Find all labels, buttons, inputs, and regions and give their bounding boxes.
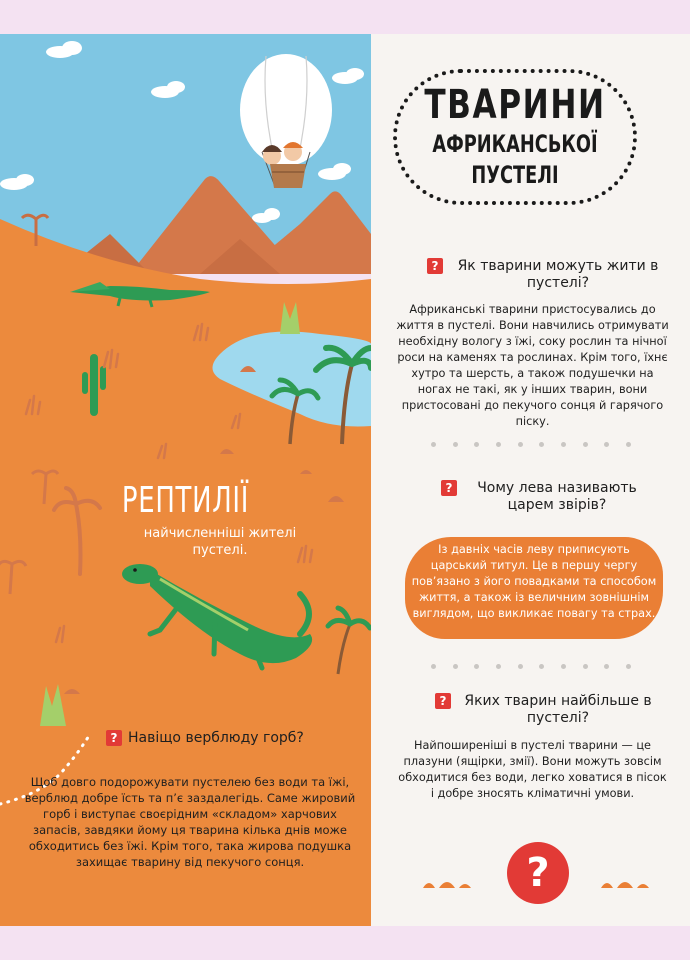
answer-lion: Із давніх часів леву приписують царський титул. Це в першу чергу пов’язано з його повадками та способом життя, а також із величним зовнішнім виглядом, що викликає повагу та страх.	[411, 543, 657, 620]
section-title: РЕПТИЛІЇ	[121, 480, 250, 521]
question-most-animals-text: Яких тварин найбільше в пустелі?	[464, 693, 652, 726]
page-title-line1: ТВАРИНИ	[424, 82, 606, 128]
question-desert-life	[427, 258, 667, 292]
page-title-line2: АФРИКАНСЬКОЇ	[432, 130, 598, 158]
question-camel-text: Навіщо верблюду горб?	[128, 730, 304, 746]
book-page	[0, 34, 690, 926]
text-panel	[371, 34, 690, 926]
question-mark-icon: ?	[435, 693, 451, 709]
big-question-mark-icon: ?	[507, 842, 569, 904]
question-lion	[441, 480, 651, 514]
answer-desert-life: Африканські тварини пристосувались до життя в пустелі. Вони навчились отримувати необхідну вологу з їжі, соку рослин та нічної роси на каменях та рослинах. Крім того, їхнє хутро та шерсть, а також подушечки на ногах не такі, як у інших тварин, вони пристосовані до пекучого сонця й гарячого піску.	[396, 303, 669, 428]
question-mark-icon: ?	[441, 480, 457, 496]
question-most-animals	[435, 693, 659, 727]
answer-most-animals: Найпоширеніші в пустелі тварини — це плазуни (ящірки, змії). Вони можуть зовсім обходитися без води, легко ховатися в пісок і добре зносять кліматичні умови.	[398, 739, 667, 800]
rock-decorations	[371, 872, 690, 902]
question-desert-life-text: Як тварини можуть жити в пустелі?	[457, 258, 659, 291]
question-lion-text: Чому лева називають царем звірів?	[477, 480, 637, 513]
illustration-panel	[0, 34, 371, 926]
dotted-divider	[431, 442, 631, 448]
page-title-line3: ПУСТЕЛІ	[471, 161, 559, 189]
dotted-divider	[431, 664, 631, 670]
question-mark-icon: ?	[106, 730, 122, 746]
section-subtitle: найчисленніші жителі пустелі.	[143, 526, 297, 558]
answer-camel: Щоб довго подорожувати пустелею без води та їжі, верблюд добре їсть та п’є заздалегідь. Саме жировий горб і виступає своєрідним «складом» харчових запасів, завдяки йому ця тварина кілька днів може обходитись без їжі. Крім того, така жирова подушка захищає тварину від пекучого сонця.	[24, 775, 356, 869]
question-mark-icon: ?	[427, 258, 443, 274]
question-camel	[106, 728, 304, 748]
